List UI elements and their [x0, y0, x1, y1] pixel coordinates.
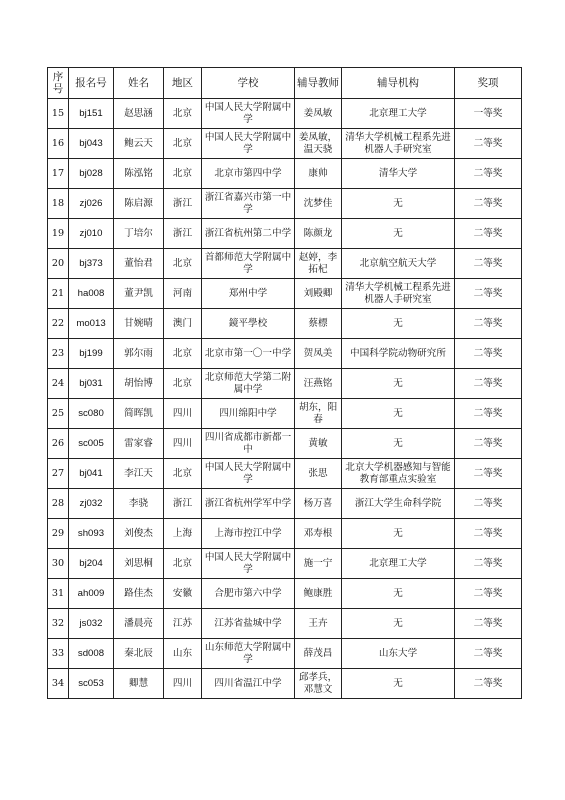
cell-award: 二等奖 — [455, 369, 522, 399]
cell-region: 北京 — [164, 369, 202, 399]
cell-name: 秦北辰 — [114, 639, 164, 669]
cell-award: 二等奖 — [455, 219, 522, 249]
cell-reg-no: zj010 — [69, 219, 114, 249]
cell-reg-no: bj151 — [69, 99, 114, 129]
table-row — [48, 99, 522, 129]
cell-award: 二等奖 — [455, 339, 522, 369]
table-row — [48, 159, 522, 189]
cell-school: 江苏省盐城中学 — [202, 609, 295, 639]
cell-reg-no: bj028 — [69, 159, 114, 189]
cell-school: 中国人民大学附属中学 — [202, 549, 295, 579]
cell-reg-no: zj026 — [69, 189, 114, 219]
table-row — [48, 249, 522, 279]
cell-teacher: 邱孝兵，邓慧文 — [295, 669, 342, 699]
cell-award: 二等奖 — [455, 309, 522, 339]
table-row — [48, 579, 522, 609]
cell-name: 路佳杰 — [114, 579, 164, 609]
cell-institution: 无 — [342, 309, 455, 339]
cell-award: 二等奖 — [455, 279, 522, 309]
cell-index: 26 — [48, 429, 69, 459]
cell-reg-no: bj031 — [69, 369, 114, 399]
cell-institution: 北京理工大学 — [342, 549, 455, 579]
cell-teacher: 赵婷，李拓杞 — [295, 249, 342, 279]
cell-institution: 无 — [342, 189, 455, 219]
cell-institution: 清华大学机械工程系先进机器人手研究室 — [342, 129, 455, 159]
table-row — [48, 519, 522, 549]
cell-school: 首都师范大学附属中学 — [202, 249, 295, 279]
cell-name: 鲍云天 — [114, 129, 164, 159]
cell-name: 刘思桐 — [114, 549, 164, 579]
cell-school: 北京市第四中学 — [202, 159, 295, 189]
cell-region: 澳门 — [164, 309, 202, 339]
cell-name: 甘婉晴 — [114, 309, 164, 339]
cell-reg-no: sd008 — [69, 639, 114, 669]
cell-institution: 北京理工大学 — [342, 99, 455, 129]
cell-index: 18 — [48, 189, 69, 219]
cell-index: 32 — [48, 609, 69, 639]
cell-index: 20 — [48, 249, 69, 279]
cell-region: 河南 — [164, 279, 202, 309]
cell-region: 山东 — [164, 639, 202, 669]
table-row — [48, 459, 522, 489]
cell-school: 北京市第一〇一中学 — [202, 339, 295, 369]
cell-award: 二等奖 — [455, 519, 522, 549]
cell-region: 浙江 — [164, 219, 202, 249]
cell-name: 李骁 — [114, 489, 164, 519]
cell-award: 一等奖 — [455, 99, 522, 129]
cell-index: 27 — [48, 459, 69, 489]
cell-award: 二等奖 — [455, 639, 522, 669]
cell-institution: 无 — [342, 399, 455, 429]
cell-award: 二等奖 — [455, 399, 522, 429]
cell-award: 二等奖 — [455, 129, 522, 159]
table-row — [48, 219, 522, 249]
cell-school: 北京师范大学第二附属中学 — [202, 369, 295, 399]
cell-index: 15 — [48, 99, 69, 129]
cell-institution: 北京航空航天大学 — [342, 249, 455, 279]
cell-school: 合肥市第六中学 — [202, 579, 295, 609]
cell-index: 29 — [48, 519, 69, 549]
cell-region: 江苏 — [164, 609, 202, 639]
cell-name: 董尹凯 — [114, 279, 164, 309]
header-region: 地区 — [164, 68, 202, 99]
cell-institution: 无 — [342, 579, 455, 609]
cell-index: 21 — [48, 279, 69, 309]
cell-school: 四川省成都市新都一中 — [202, 429, 295, 459]
header-index: 序号 — [48, 68, 69, 99]
cell-name: 陈启源 — [114, 189, 164, 219]
cell-name: 雷家睿 — [114, 429, 164, 459]
cell-teacher: 姜凤敏 — [295, 99, 342, 129]
cell-region: 北京 — [164, 159, 202, 189]
cell-index: 34 — [48, 669, 69, 699]
cell-index: 23 — [48, 339, 69, 369]
cell-teacher: 贺凤美 — [295, 339, 342, 369]
cell-award: 二等奖 — [455, 579, 522, 609]
cell-award: 二等奖 — [455, 489, 522, 519]
cell-school: 中国人民大学附属中学 — [202, 459, 295, 489]
cell-reg-no: bj199 — [69, 339, 114, 369]
table-row — [48, 399, 522, 429]
cell-institution: 清华大学 — [342, 159, 455, 189]
cell-name: 赵思涵 — [114, 99, 164, 129]
table-row — [48, 279, 522, 309]
cell-reg-no: zj032 — [69, 489, 114, 519]
cell-region: 北京 — [164, 129, 202, 159]
cell-reg-no: sc005 — [69, 429, 114, 459]
cell-teacher: 胡东，阳春 — [295, 399, 342, 429]
cell-school: 中国人民大学附属中学 — [202, 129, 295, 159]
cell-institution: 无 — [342, 429, 455, 459]
cell-name: 李江天 — [114, 459, 164, 489]
cell-award: 二等奖 — [455, 429, 522, 459]
header-award: 奖项 — [455, 68, 522, 99]
cell-award: 二等奖 — [455, 249, 522, 279]
table-row — [48, 189, 522, 219]
cell-region: 四川 — [164, 399, 202, 429]
cell-reg-no: bj041 — [69, 459, 114, 489]
cell-index: 19 — [48, 219, 69, 249]
cell-teacher: 汪燕铭 — [295, 369, 342, 399]
cell-teacher: 杨万喜 — [295, 489, 342, 519]
cell-reg-no: sh093 — [69, 519, 114, 549]
cell-teacher: 沈梦佳 — [295, 189, 342, 219]
table-row — [48, 369, 522, 399]
cell-reg-no: js032 — [69, 609, 114, 639]
cell-teacher: 鲍康胜 — [295, 579, 342, 609]
cell-region: 四川 — [164, 669, 202, 699]
cell-teacher: 陈颜龙 — [295, 219, 342, 249]
cell-teacher: 邓寿根 — [295, 519, 342, 549]
table-row — [48, 549, 522, 579]
cell-teacher: 施一宁 — [295, 549, 342, 579]
cell-teacher: 薛茂昌 — [295, 639, 342, 669]
cell-teacher: 蔡標 — [295, 309, 342, 339]
header-row — [48, 68, 522, 99]
cell-index: 33 — [48, 639, 69, 669]
cell-region: 安徽 — [164, 579, 202, 609]
table-row — [48, 609, 522, 639]
cell-reg-no: bj373 — [69, 249, 114, 279]
cell-award: 二等奖 — [455, 459, 522, 489]
cell-reg-no: mo013 — [69, 309, 114, 339]
cell-region: 浙江 — [164, 189, 202, 219]
table-row — [48, 489, 522, 519]
cell-reg-no: sc080 — [69, 399, 114, 429]
header-teacher: 辅导教师 — [295, 68, 342, 99]
table-row — [48, 669, 522, 699]
table-row — [48, 639, 522, 669]
cell-index: 25 — [48, 399, 69, 429]
cell-teacher: 王卉 — [295, 609, 342, 639]
cell-index: 30 — [48, 549, 69, 579]
cell-institution: 无 — [342, 369, 455, 399]
cell-school: 上海市控江中学 — [202, 519, 295, 549]
table-row — [48, 129, 522, 159]
cell-institution: 无 — [342, 519, 455, 549]
cell-region: 北京 — [164, 549, 202, 579]
cell-institution: 无 — [342, 669, 455, 699]
cell-school: 浙江省杭州学军中学 — [202, 489, 295, 519]
cell-school: 郑州中学 — [202, 279, 295, 309]
cell-name: 刘俊杰 — [114, 519, 164, 549]
cell-name: 董怡君 — [114, 249, 164, 279]
cell-name: 潘晨亮 — [114, 609, 164, 639]
cell-region: 四川 — [164, 429, 202, 459]
cell-index: 24 — [48, 369, 69, 399]
cell-name: 陈泓铭 — [114, 159, 164, 189]
cell-reg-no: bj204 — [69, 549, 114, 579]
cell-reg-no: ha008 — [69, 279, 114, 309]
cell-school: 浙江省嘉兴市第一中学 — [202, 189, 295, 219]
cell-teacher: 康帅 — [295, 159, 342, 189]
cell-award: 二等奖 — [455, 159, 522, 189]
cell-name: 郭尔雨 — [114, 339, 164, 369]
cell-region: 北京 — [164, 459, 202, 489]
cell-award: 二等奖 — [455, 189, 522, 219]
table-row — [48, 309, 522, 339]
cell-teacher: 张思 — [295, 459, 342, 489]
cell-index: 17 — [48, 159, 69, 189]
cell-award: 二等奖 — [455, 669, 522, 699]
cell-reg-no: bj043 — [69, 129, 114, 159]
cell-teacher: 姜凤敏，温天骁 — [295, 129, 342, 159]
cell-teacher: 刘殿卿 — [295, 279, 342, 309]
cell-index: 22 — [48, 309, 69, 339]
cell-award: 二等奖 — [455, 549, 522, 579]
cell-name: 卿慧 — [114, 669, 164, 699]
cell-reg-no: ah009 — [69, 579, 114, 609]
cell-name: 胡怡博 — [114, 369, 164, 399]
cell-school: 中国人民大学附属中学 — [202, 99, 295, 129]
cell-name: 简晖凯 — [114, 399, 164, 429]
cell-name: 丁培尔 — [114, 219, 164, 249]
cell-index: 16 — [48, 129, 69, 159]
cell-teacher: 黄敏 — [295, 429, 342, 459]
header-name: 姓名 — [114, 68, 164, 99]
cell-award: 二等奖 — [455, 609, 522, 639]
cell-institution: 北京大学机器感知与智能教育部重点实验室 — [342, 459, 455, 489]
cell-institution: 山东大学 — [342, 639, 455, 669]
cell-region: 北京 — [164, 99, 202, 129]
cell-school: 鏡平學校 — [202, 309, 295, 339]
table-row — [48, 339, 522, 369]
header-institution: 辅导机构 — [342, 68, 455, 99]
cell-school: 山东师范大学附属中学 — [202, 639, 295, 669]
cell-school: 浙江省杭州第二中学 — [202, 219, 295, 249]
cell-institution: 中国科学院动物研究所 — [342, 339, 455, 369]
cell-institution: 清华大学机械工程系先进机器人手研究室 — [342, 279, 455, 309]
cell-index: 28 — [48, 489, 69, 519]
cell-region: 北京 — [164, 339, 202, 369]
cell-region: 上海 — [164, 519, 202, 549]
table-row — [48, 429, 522, 459]
cell-institution: 无 — [342, 609, 455, 639]
cell-institution: 浙江大学生命科学院 — [342, 489, 455, 519]
cell-region: 北京 — [164, 249, 202, 279]
header-school: 学校 — [202, 68, 295, 99]
awards-table — [47, 67, 522, 699]
cell-institution: 无 — [342, 219, 455, 249]
cell-region: 浙江 — [164, 489, 202, 519]
cell-school: 四川绵阳中学 — [202, 399, 295, 429]
cell-reg-no: sc053 — [69, 669, 114, 699]
header-reg-no: 报名号 — [69, 68, 114, 99]
cell-index: 31 — [48, 579, 69, 609]
cell-school: 四川省温江中学 — [202, 669, 295, 699]
